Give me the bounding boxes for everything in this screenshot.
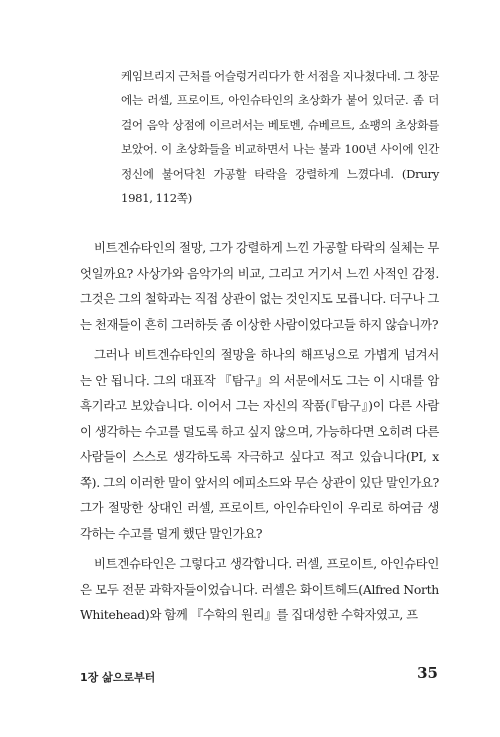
paragraph-2: 그러나 비트겐슈타인의 절망을 하나의 해프닝으로 가볍게 넘겨서는 안 됩니다. 그의 대표작 『탐구』의 서문에서도 그는 이 시대를 암흑기라고 보았습니다. 이어서 그는 자신의 작품(『탐구』)이 다른 사람이 생각하는 수고를 덜도록 하고 싶지 않으며, 가능하다면 오히려 다른 사람들이 스스로 생각하도록 자극하고 싶다고 적고 있습니다(PI, x쪽). 그의 이러한 말이 앞서의 에피소드와 무슨 상관이 있단 말인가요? 그가 절망한 상대인 러셀, 프로이트, 아인슈타인이 우리로 하여금 생각하는 수고를 덜게 했단 말인가요? [80,347,439,541]
paragraph-1: 비트겐슈타인의 절망, 그가 강렬하게 느낀 가공할 타락의 실체는 무엇일까요? 사상가와 음악가의 비교, 그리고 거기서 느낀 사적인 감정. 그것은 그의 철학과는 직접 상관이 없는 것인지도 모릅니다. 더구나 그는 천재들이 흔히 그러하듯 좀 이상한 사람이었다고들 하지 않습니까? [80,240,439,332]
body-text [80,235,439,633]
chapter-title: 1장 삶으로부터 [80,671,156,684]
block-quote: 케임브리지 근처를 어슬렁거리다가 한 서점을 지나쳤다네. 그 창문에는 러셀, 프로이트, 아인슈타인의 초상화가 붙어 있더군. 좀 더 걸어 음악 상점에 이르러서는 베토벤, 슈베르트, 쇼팽의 초상화를 보았어. 이 초상화들을 비교하면서 나는 불과 100년 사이에 인간 정신에 불어닥친 가공할 타락을 강렬하게 느꼈다네. (Drury 1981, 112쪽) [121,69,439,206]
page-number: 35 [417,664,438,682]
paragraph-3: 비트겐슈타인은 그렇다고 생각합니다. 러셀, 프로이트, 아인슈타인은 모두 전문 과학자들이었습니다. 러셀은 화이트헤드(Alfred North Whitehead)와 함께 『수학의 원리』를 집대성한 수학자였고, 프 [80,556,439,622]
